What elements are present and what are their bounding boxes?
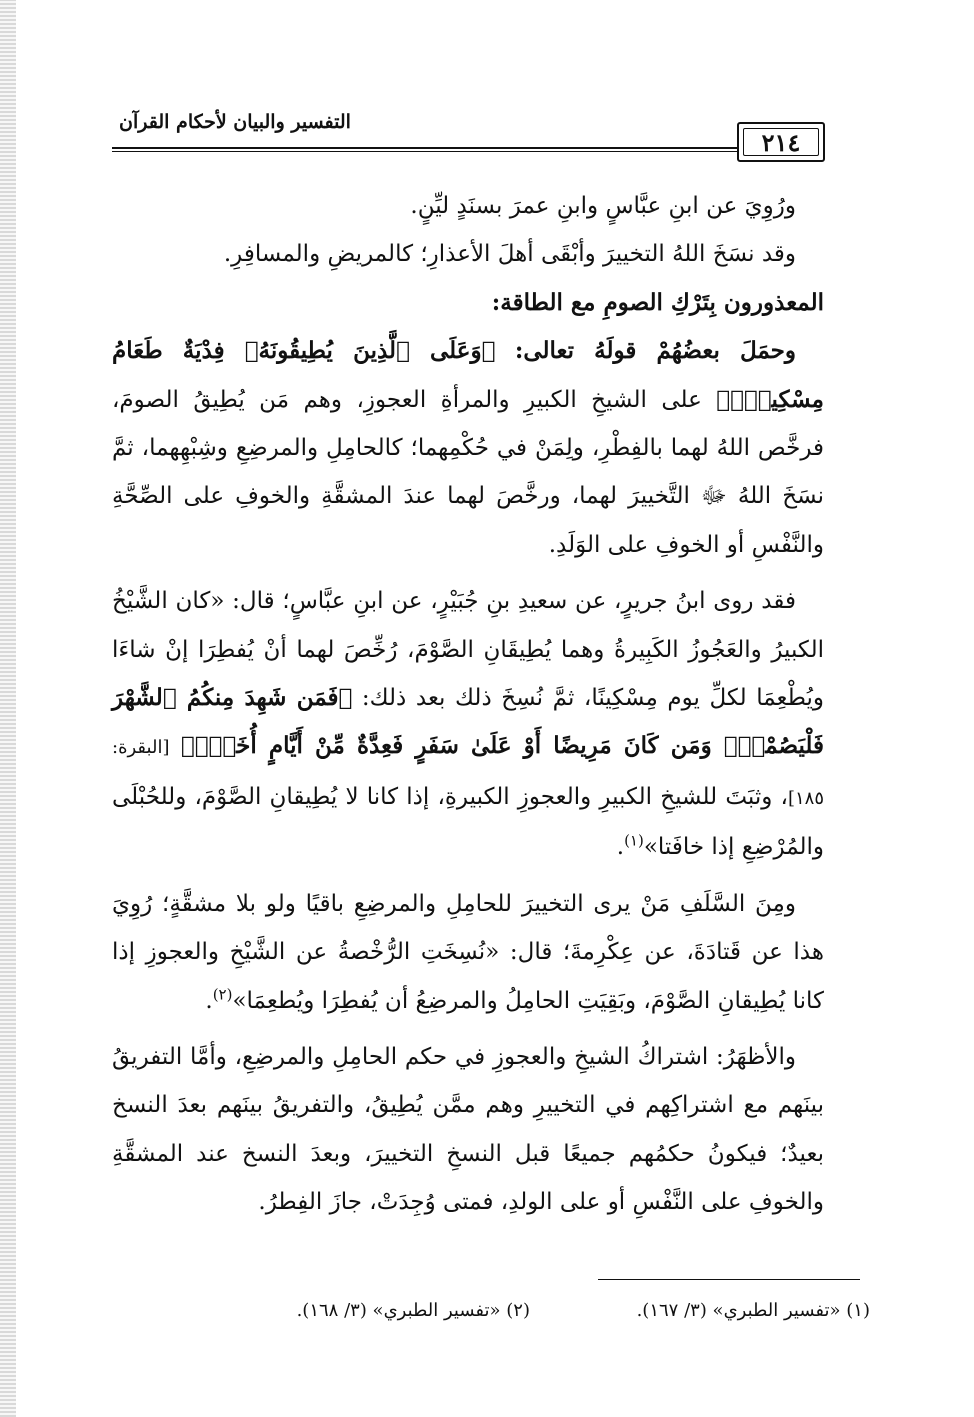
running-header-title: التفسير والبيان لأحكام القرآن [119, 111, 351, 133]
paragraph: ورُوِيَ عن ابنِ عبَّاسٍ وابنِ عمرَ بسنَدٍ ليِّنٍ. [410, 193, 796, 219]
footnote-marker: (٢) [212, 984, 233, 1003]
quran-verse: ﴿فَمَن شَهِدَ مِنكُمُ ٱلشَّهْرَ فَلْيَصُمْهُۖ وَمَن كَانَ مَرِيضًا أَوْ عَلَىٰ سَفَرٍ فَعِدَّةٌ مِّنْ أَيَّامٍ أُخَرَۗ﴾ [112, 684, 825, 760]
paragraph [112, 327, 824, 569]
header-rule-thin [112, 151, 737, 152]
main-text [112, 182, 824, 1272]
paragraph-text: ومِنَ السَّلَفِ مَنْ يرى التخييرَ للحامِلِ والمرضِعِ باقيًا ولو بلا مشقَّةٍ؛ رُوِيَ هذا عن قَتادَةَ، عن عِكْرِمةَ؛ قال: «نُسِخَتِ الرُّخْصةُ عن الشَّيْخِ والعجوزِ إذا كانا يُطِيقانِ الصَّوْمَ، وبَقِيَتِ الحامِلُ والمرضِعُ أن يُفطِرَا ويُطعِمَا» [112, 890, 824, 1014]
paragraph-text: على الشيخِ الكبيرِ والمرأةِ العجوزِ، وهم مَن يُطِيقُ الصومَ، فرخَّص اللهُ لهما بالفِطْرِ، ولِمَنْ في حُكْمِهما؛ كالحامِلِ والمرضِعِ وشِبْهِهما، ثمَّ نسَخَ اللهُ ﷻ التَّخييرَ لهما، ورخَّصَ لهما عندَ المشقَّةِ والخوفِ على الصِّحَّةِ والنَّفْسِ أو الخوفِ على الوَلَدِ. [112, 386, 824, 558]
section-heading: المعذورون بِتَرْكِ الصومِ مع الطاقة: [491, 288, 824, 316]
footnotes [180, 1293, 870, 1333]
footnote-rule [598, 1279, 860, 1280]
paragraph: ومِنَ السَّلَفِ مَنْ يرى التخييرَ للحامِلِ والمرضِعِ باقيًا ولو بلا مشقَّةٍ؛ رُوِيَ هذا عن قَتادَةَ، عن عِكْرِمةَ؛ قال: «نُسِخَتِ الرُّخْصةُ عن الشَّيْخِ والعجوزِ إذا كانا يُطِيقانِ الصَّوْمَ، وبَقِيَتِ الحامِلُ والمرضِعُ أن يُفطِرَا ويُطعِمَا»$^{(٢)}$. [112, 890, 824, 1014]
footnote-marker: (١) [624, 831, 644, 850]
paragraph: فقد روى ابنُ جريرٍ، عن سعيدِ بنِ جُبَيْرٍ، عن ابنِ عبَّاسٍ؛ قال: «كان الشَّيْخُ الكبيرُ والعَجُوزُ الكَبِيرةُ وهما يُطِيقَانِ الصَّوْمَ، رُخِّصَ لهما أنْ يُفطِرَا إنْ شاءَا ويُطْعِمَا لكلِّ يوم مِسْكِينًا، ثمَّ نُسِخَ ذلك بعد ذلك: ﴿فَمَن شَهِدَ مِنكُمُ ٱلشَّهْرَ فَلْيَصُمْهُۖ وَمَن كَانَ مَرِيضًا أَوْ عَلَىٰ سَفَرٍ فَعِدَّةٌ مِّنْ أَيَّامٍ أُخَرَۗ﴾ [البقرة: ١٨٥]، وثبَتَ للشيخِ الكبيرِ والعجوزِ الكبيرةِ، إذا كانا لا يُطِيقانِ الصَّوْمَ، وللحُبْلَى والمُرْضِعِ إذا خافَتا»$^{(١)}$. [112, 588, 825, 861]
quote-intro: وحمَلَ بعضُهُمْ قولَهُ تعالى: [514, 337, 797, 365]
quran-verse: ﴿وَعَلَى ٱلَّذِينَ يُطِيقُونَهُۥ فِدْيَةٌ طَعَامُ مِسْكِينٍۖ﴾ [112, 337, 824, 413]
paragraph: وقد نسَخَ اللهُ التخييرَ وأبْقَى أهلَ الأعذارِ؛ كالمريضِ والمسافِرِ. [223, 241, 796, 268]
verse-reference: [البقرة: ١٨٥] [112, 737, 824, 809]
paragraph-text: فقد روى ابنُ جريرٍ، عن سعيدِ بنِ جُبَيْرٍ، عن ابنِ عبَّاسٍ؛ قال: «كان الشَّيْخُ الكبيرُ والعَجُوزُ الكَبِيرةُ وهما يُطِيقَانِ الصَّوْمَ، رُخِّصَ لهما أنْ يُفطِرَا إنْ شاءَا ويُطْعِمَا لكلِّ يوم مِسْكِينًا، ثمَّ نُسِخَ ذلك بعد ذلك: [112, 588, 824, 712]
header-rule [112, 147, 737, 149]
paragraph: والأظهَرُ: اشتراكُ الشيخِ والعجوزِ في حكم الحامِلِ والمرضِعِ، وأمَّا التفريقُ بينَهم مع اشتراكِهم في التخييرِ وهم ممَّن يُطِيقُ، والتفريقُ بينَهم بعدَ النسخ بعيدٌ؛ فيكونُ حكمُهم جميعًا قبل النسخِ التخييرَ، وبعدَ النسخ عند المشقَّةِ والخوفِ على النَّفْسِ أو على الولدِ، فمتى وُجِدَتْ، جازَ الفِطرُ. [112, 1043, 824, 1216]
paragraph-text: ، وثبَتَ للشيخِ الكبيرِ والعجوزِ الكبيرةِ، إذا كانا لا يُطِيقانِ الصَّوْمَ، وللحُبْلَى والمُرْضِعِ إذا خافَتا» [112, 783, 824, 861]
footnote: (٢) «تفسير الطبري» (٣/ ١٦٨). [296, 1300, 530, 1321]
page-edge [0, 0, 16, 1417]
page-number: ٢١٤ [761, 127, 801, 157]
footnote: (١) «تفسير الطبري» (٣/ ١٦٧). [636, 1300, 870, 1321]
page-number-frame [737, 122, 825, 162]
